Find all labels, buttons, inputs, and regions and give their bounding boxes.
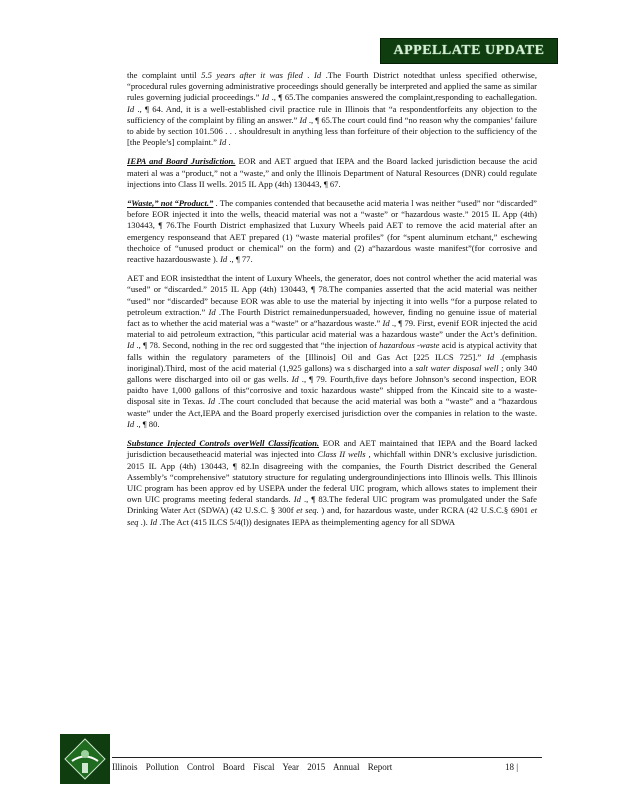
italic-text: Id — [382, 318, 390, 329]
body-text: ., ¶ 64. And, it is a well-established civil practice rule in Illinois that “a respondentforfeits any objection to the sufficiency of the complaint by filing an answer.” — [127, 103, 537, 125]
paragraph — [127, 438, 537, 528]
body-text: ., ¶ 77. — [227, 254, 253, 265]
italic-text: Id — [127, 340, 135, 351]
italic-text: et seq — [127, 505, 537, 527]
body-text: ., ¶ 83.The federal UIC program was promulgated under the Safe Drinking Water Act (SDWA) (42 U.S.C. § 300f — [127, 494, 537, 516]
italic-text: Id — [127, 103, 135, 114]
section-heading: IEPA and Board Jurisdiction. — [127, 156, 236, 167]
footer-report-title: Illinois Pollution Control Board Fiscal Year 2015 Annual Report — [112, 762, 393, 772]
italic-text: Id — [219, 137, 227, 148]
body-text: .The Fourth District notedthat unless specified otherwise, “procedural rules governing administrative proceedings should generally be interpreted and applied the same as similar rules governing judicial proceedings.” — [127, 70, 537, 103]
paragraph — [127, 70, 537, 148]
body-text: acid is atypical activity that falls within the regulatory parameters of the [Illinois] Oil and Gas Act [225 ILCS 725].” — [127, 340, 537, 362]
italic-text: Id — [261, 92, 270, 103]
document-body — [127, 70, 537, 536]
italic-text: Class II wells — [317, 449, 366, 460]
body-text: ., ¶ 79. First, evenif EOR injected the acid material to aid petroleum extraction, “this particular acid material was a hazardous waste” under the Act’s definition. — [127, 318, 537, 340]
italic-text: Id — [220, 254, 228, 265]
board-logo — [60, 734, 110, 784]
body-text: ., ¶ 80. — [134, 418, 160, 429]
italic-text: Id — [299, 114, 307, 125]
italic-text: 5.5 years after it was filed — [201, 70, 303, 80]
italic-text: salt water disposal well — [415, 362, 499, 373]
body-text: AET and EOR insistedthat the intent of Luxury Wheels, the generator, does not control whether the acid material was “used” or “discarded.” 2015 IL App (4th) 130443, ¶ 78.The companies asserted that the acid material was neither “used” nor “discarded” because EOR was able to use the material by injecting it into wells “for a purpose related to petroleum extraction.” — [127, 273, 537, 317]
italic-text: Id — [291, 374, 299, 385]
page-number: 18 | — [505, 762, 519, 772]
italic-text: Id — [207, 396, 216, 407]
body-text: , whichfall within DNR’s exclusive jurisdiction. 2015 IL App (4th) 130443, ¶ 82.In disagreeing with the companies, the Fourth District described the General Assembly’s “comprehensive” statutory structure for regulating undergroundinjections into Illinois wells. This Illinois UIC program has been approv ed by USEPA under the federal UIC program, which allows states to implement their own UIC programs meeting federal standards. — [127, 449, 537, 505]
badge-title: APPELLATE UPDATE — [393, 43, 545, 58]
body-text: the complaint until — [127, 70, 202, 80]
board-seal-icon — [60, 734, 110, 784]
body-text: ., ¶ 78. Second, nothing in the rec ord suggested that “the injection of — [134, 340, 380, 351]
body-text: ., ¶ 65.The companies answered the complaint,responding to eachallegation. — [269, 92, 537, 103]
body-text: . — [226, 137, 231, 148]
italic-text: et seq. — [296, 505, 319, 516]
italic-text: Id — [293, 494, 301, 505]
body-text: .(emphasis inoriginal).Third, most of the acid material (1,925 gallons) wa s discharged into a — [127, 351, 537, 373]
body-text: ., ¶ 79. Fourth,five days before Johnson’s second inspection, EOR paidto have 1,000 gallons of this“corrosive and toxic hazardous waste” shipped from the Kincaid site to a waste-disposal site in Texas. — [127, 374, 537, 407]
body-text: .). — [138, 516, 150, 527]
body-text: ., ¶ 65.The court could find “no reason why the companies’ failure to abide by section 101.506 . . . shouldresult in anything less than forfeiture of their objection to the sufficiency of the [the People’s] complaint.” — [127, 114, 537, 148]
footer-divider — [112, 757, 542, 758]
body-text: ) and, for hazardous waste, under RCRA (42 U.S.C.§ 6901 — [318, 505, 531, 516]
body-text: .The Fourth District remainedunpersuaded, however, finding no genuine issue of material fact as to whether the acid material was a “waste” or a“hazardous waste.” — [127, 306, 537, 329]
appellate-update-badge — [380, 38, 558, 64]
section-heading: “Waste,” not “Product.” — [127, 198, 214, 209]
italic-text: Id — [127, 418, 135, 429]
italic-text: Id — [487, 351, 495, 362]
paragraph — [127, 156, 537, 190]
paragraph — [127, 198, 537, 265]
body-text: .The Act (415 ILCS 5/4(l)) designates IEPA as theimplementing agency for all SDWA — [157, 516, 456, 527]
body-text: EOR and AET maintained that IEPA and the Board lacked jurisdiction becausetheacid material was injected into — [127, 438, 538, 460]
paragraph — [127, 273, 537, 430]
italic-text: Id — [208, 306, 216, 317]
italic-text: Id — [313, 70, 322, 80]
body-text: . The companies contended that becausethe acid materia l was neither “used” nor “discarded” before EOR injected it into the wells, theacid material was not a “waste” or “hazardous waste.” 2015 IL App (4th) 130443, ¶ 76.The Fourth District emphasized that Luxury Wheels paid AET to remove the acid material after an emergency responseand that AET prepared (1) “waste material profiles” (for “spent aluminum etchant,” eschewing thechoice of “unused product or chemical” on the form) and (2) a“hazardous waste manifest”(for corrosive and reactive hazardouswaste ). — [127, 198, 537, 265]
italic-text: hazardous -waste — [379, 340, 440, 351]
italic-text: Id — [149, 516, 158, 527]
section-heading: Substance Injected Controls overWell Classification. — [127, 438, 320, 449]
body-text: .The court concluded that because the acid material was both a “waste” and a “hazardous waste” under the Act,IEPA and the Board properly exercised jurisdiction over the companies in relation to the waste. — [127, 396, 538, 418]
body-text: EOR and AET argued that IEPA and the Board lacked jurisdiction because the acid materi al was a “product,” not a “waste,” and only the Illinois Department of Natural Resources (DNR) could regulate injections into Class II wells. 2015 IL App (4th) 130443, ¶ 67. — [127, 156, 537, 189]
body-text: ; only 340 gallons were discharged into oil or gas wells. — [127, 362, 537, 385]
body-text: . — [302, 70, 314, 80]
